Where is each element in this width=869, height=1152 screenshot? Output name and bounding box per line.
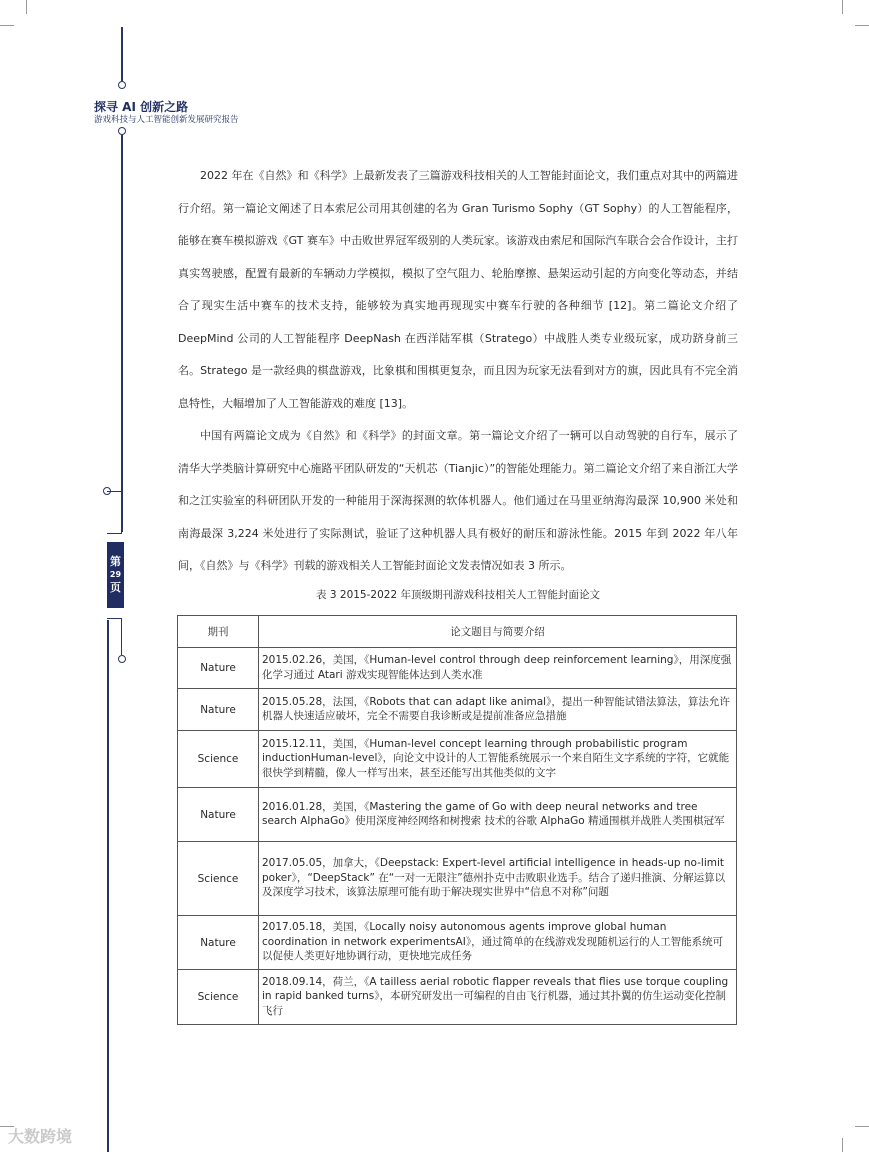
crop-mark <box>26 0 27 14</box>
paragraph: 2022 年在《自然》和《科学》上最新发表了三篇游戏科技相关的人工智能封面论文，我们重点对其中的两篇进行介绍。第一篇论文阐述了日本索尼公司用其创建的名为 Gran Turismo Sophy（GT Sophy）的人工智能程序，能够在赛车模拟游戏《GT 赛车》中击败世界冠军级别的人类玩家。该游戏由索尼和国际汽车联合会合作设计，主打真实驾驶感，配置有最新的车辆动力学模拟，模拟了空气阻力、轮胎摩擦、悬架运动引起的方向变化等动态，并结合了现实生活中赛车的技术支持，能够较为真实地再现现实中赛车行驶的各种细节 [12]。第二篇论文介绍了 DeepMind 公司的人工智能程序 DeepNash 在西洋陆军棋（Stratego）中战胜人类专业级玩家，成功跻身前三名。Stratego 是一款经典的棋盘游戏，比象棋和围棋更复杂，而且因为玩家无法看到对方的旗，因此具有不完全消息特性，大幅增加了人工智能游戏的难度 [13]。 <box>178 169 738 410</box>
description-cell: 2017.05.05，加拿大，《Deepstack: Expert-level artificial intelligence in heads-up no-limit poker》，“DeepStack” 在“一对一无限注”德州扑克中击败职业选手。结合了递归推演、分解运算以及深度学习技术，该算法原理可能有助于解决现实世界中“信息不对称”问题 <box>259 842 737 916</box>
page-bracket-bottom <box>107 618 122 655</box>
table-row <box>178 689 737 731</box>
watermark: 大数跨境 <box>8 1127 73 1146</box>
table-row <box>178 916 737 970</box>
description-cell: 2015.12.11，美国，《Human-level concept learning through probabilistic program inductionHuman-level》，向论文中设计的人工智能系统展示一个来自陌生文字系统的字符，它就能很快学到精髓，像人一样写出来，甚至还能写出其他类似的文字 <box>259 731 737 788</box>
paragraph: 中国有两篇论文成为《自然》和《科学》的封面文章。第一篇论文介绍了一辆可以自动驾驶的自行车，展示了清华大学类脑计算研究中心施路平团队研发的“天机芯（Tianjic）”的智能处理能力。第二篇论文介绍了来自浙江大学和之江实验室的科研团队开发的一种能用于深海探测的软体机器人。他们通过在马里亚纳海沟最深 10,900 米处和南海最深 3,224 米处进行了实际测试，验证了这种机器人具有极好的耐压和游泳性能。2015 年到 2022 年八年间，《自然》与《科学》刊载的游戏相关人工智能封面论文发表情况如表 3 所示。 <box>178 429 738 572</box>
header-title: 探寻 AI 创新之路 <box>94 100 189 114</box>
margin-dot <box>118 81 126 89</box>
journal-cell: Nature <box>178 916 259 970</box>
page-bracket-top <box>107 491 122 534</box>
header-subtitle: 游戏科技与人工智能创新发展研究报告 <box>94 115 239 125</box>
column-header-description: 论文题目与简要介绍 <box>259 616 737 648</box>
page-prefix: 第 <box>110 555 121 568</box>
table-caption: 表 3 2015-2022 年顶级期刊游戏科技相关人工智能封面论文 <box>316 589 600 601</box>
table-row <box>178 970 737 1025</box>
journal-cell: Nature <box>178 648 259 689</box>
margin-dot <box>118 127 126 135</box>
journal-cell: Science <box>178 970 259 1025</box>
journal-cell: Science <box>178 731 259 788</box>
margin-rule <box>107 620 109 1152</box>
table-row <box>178 842 737 916</box>
column-header-journal: 期刊 <box>178 616 259 648</box>
crop-mark <box>842 0 843 14</box>
journal-cell: Nature <box>178 689 259 731</box>
margin-dot <box>118 655 126 663</box>
table-row <box>178 788 737 842</box>
papers-table <box>177 615 737 1025</box>
margin-rule <box>121 27 123 81</box>
crop-mark <box>0 25 14 26</box>
description-cell: 2015.02.26，美国，《Human-level control through deep reinforcement learning》，用深度强化学习通过 Atari 游戏实现智能体达到人类水准 <box>259 648 737 689</box>
description-cell: 2018.09.14，荷兰，《A tailless aerial robotic flapper reveals that flies use torque coupling in rapid banked turns》，本研究研发出一可编程的自由飞行机器，通过其扑翼的仿生运动变化控制飞行 <box>259 970 737 1025</box>
page-number: 29 <box>109 570 122 579</box>
table-row <box>178 648 737 689</box>
journal-cell: Science <box>178 842 259 916</box>
page-number-tab <box>107 542 124 608</box>
page-suffix: 页 <box>110 581 121 594</box>
journal-cell: Nature <box>178 788 259 842</box>
description-cell: 2015.05.28，法国，《Robots that can adapt like animal》，提出一种智能试错法算法，算法允许机器人快速适应破坏，完全不需要自我诊断或是提前准备应急措施 <box>259 689 737 731</box>
crop-mark <box>842 1138 843 1152</box>
crop-mark <box>855 25 869 26</box>
crop-mark <box>855 1126 869 1127</box>
description-cell: 2016.01.28，美国，《Mastering the game of Go with deep neural networks and tree search AlphaGo》使用深度神经网络和树搜索 技术的谷歌 AlphaGo 精通围棋并战胜人类围棋冠军 <box>259 788 737 842</box>
table-header-row <box>178 616 737 648</box>
margin-rule <box>121 135 123 532</box>
table-row <box>178 731 737 788</box>
body-text <box>178 160 738 583</box>
description-cell: 2017.05.18，美国，《Locally noisy autonomous agents improve global human coordination in network experimentsAI》，通过简单的在线游戏发现随机运行的人工智能系统可以促使人类更好地协调行动，更快地完成任务 <box>259 916 737 970</box>
